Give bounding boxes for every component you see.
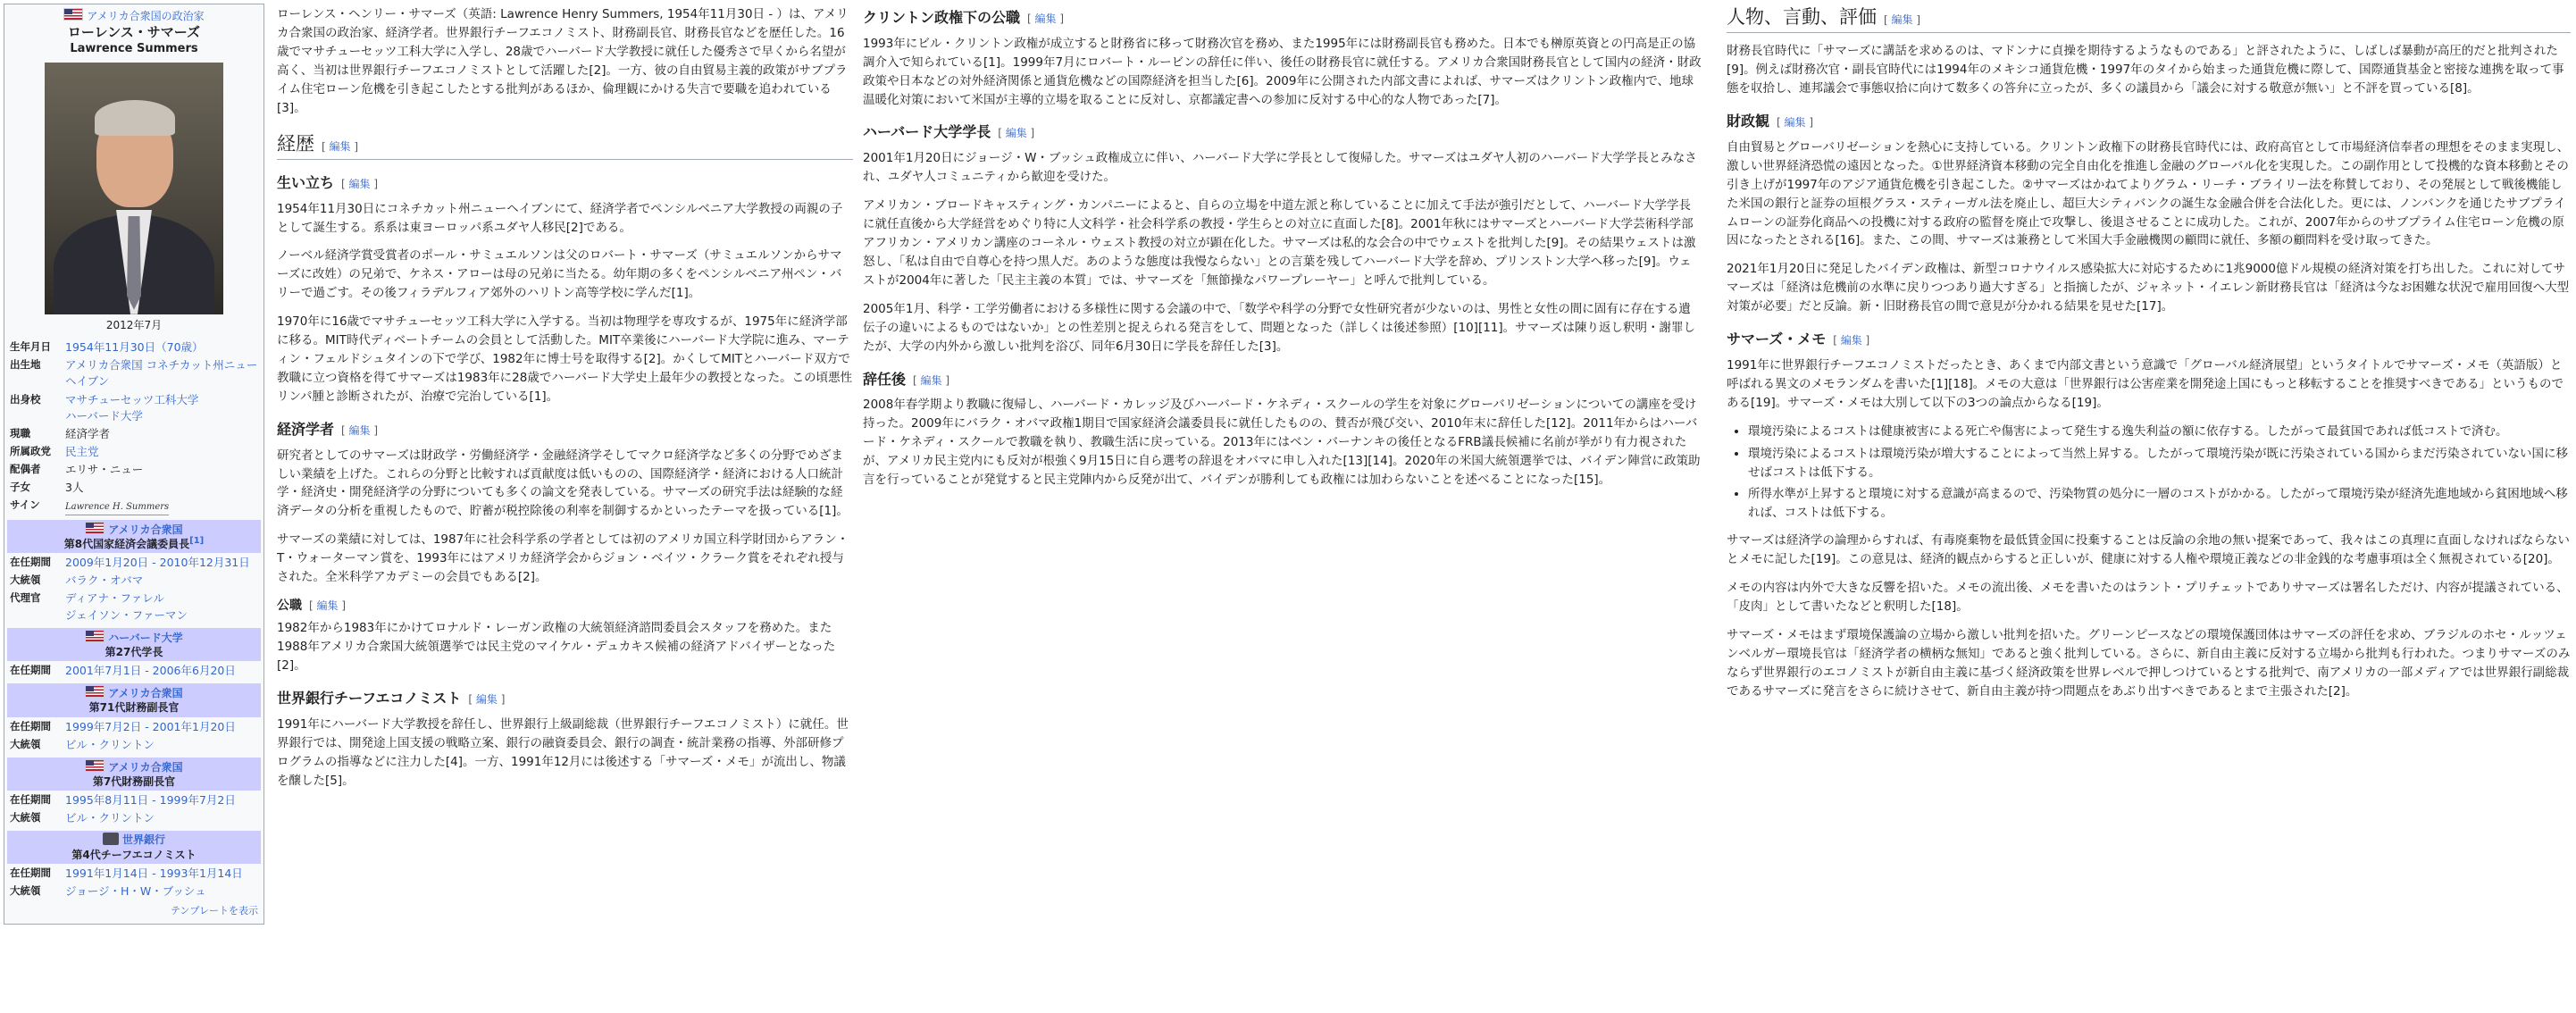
infobox-row [4, 461, 263, 479]
section-heading-after-resignation: 辞任後 [ 編集 ] [863, 370, 950, 388]
office-organization-link[interactable]: アメリカ合衆国 [108, 687, 183, 700]
edit-link[interactable]: 編集 [1034, 13, 1057, 25]
infobox-row-value: 1999年7月2日 - 2001年1月20日 [65, 719, 236, 733]
column-2 [863, 5, 1702, 499]
section-heading-career: 経歴 [ 編集 ] [277, 132, 853, 160]
economist-paragraph: サマーズの業績に対しては、1987年に社会科学系の学者としては初のアメリカ国立科学財団からアラン・T・ウォーターマン賞を、1993年にはアメリカ経済学会からジョン・ベイツ・クラーク賞をそれぞれ授与された。全米科学アカデミーの会員でもある[2]。 [277, 532, 849, 585]
memo-paragraph: サマーズは経済学の論理からすれば、有毒廃棄物を最低賃金国に投棄することは反論の余地の無い提案であって、我々はこの真理に直面しなければならないとメモに記した[19]。この意見は、経済的観点からすると正しいが、健康に対する人権や環境正義などの非金銭的な考慮事項は全く無視されている[20]。 [1727, 533, 2570, 567]
memo-points-list [1727, 423, 2571, 523]
infobox-row-value: ビル・クリントン [65, 811, 155, 825]
infobox-row [4, 497, 263, 516]
clinton-paragraph: 1993年にビル・クリントン政権が成立すると財務省に移って財務次官を務め、また1995年には財務副長官も務めた。日本でも榊原英資との円高是正の協調介入で知られている[1]。1999年7月にロバート・ルービンの辞任に伴い、後任の財務長官に就任する。アメリカ合衆国財務長官として国内の経済・財政政策や日本などの対外経済関係と通貨危機などの国際経済を担当した[6]。2009年に公開された内部文書によれば、サマーズはクリントン政権内で、地球温暖化対策において米国が主導的立場を取ることに反対し、京都議定書への参加に反対する中心的な人物であった[7]。 [863, 36, 1702, 107]
economist-paragraph: 研究者としてのサマーズは財政学・労働経済学・金融経済学そしてマクロ経済学など多くの分野でめざましい業績を上げた。これらの分野と比較すれば貢献度は低いものの、国際経済学・経済における人口統計学・経済史・開発経済学の分野についても多くの論文を発表している。サマーズの研究手法は経験的な経済データの分析を重視したもので、貯蓄が税控除後の利率を制御するかといったテーマを扱っている[1]。 [277, 448, 849, 519]
infobox-row-label: 現職 [10, 426, 30, 440]
edit-link[interactable]: 編集 [348, 177, 371, 190]
infobox-row-value: 経済学者 [65, 426, 111, 440]
us-flag-icon [85, 522, 105, 534]
infobox-row [4, 736, 263, 754]
memo-paragraph: サマーズ・メモはまず環境保護論の立場から激しい批判を招いた。グリーンピースなどの環境保護団体はサマーズの評任を求め、ブラジルのホセ・ルッツェンベルガー環境長官は「経済学者の横柄な無知」であると強く批判している。さらに、新自由主義に反対する立場から批判も行われた。つまりサマーズのみならず世界銀行のエコノミストが新自由主義に基づく経済政策を世界レベルで押しつけているとする批判で、南アメリカの一部メディアでは世界銀行副総裁であるサマーズに発言をさらに続けさせて、新自由主義が持つ問題点をあぶり出すべきであるとまで主張された[2]。 [1727, 628, 2571, 699]
infobox-row-value: エリサ・ニュー [65, 463, 144, 477]
infobox-row-label: 大統領 [10, 811, 41, 825]
after-resignation-paragraph: 2008年春学期より教職に復帰し、ハーバード・カレッジ及びハーバード・ケネディ・スクールの学生を対象にグローバリゼーションについての講座を受け持った。2009年にバラク・オバマ政権1期目で国家経済会議委員長に就任したものの、賛否が飛び交い、2010年末に辞任した[12]。2011年からはハーバード・ケネディ・スクールで教職を執り、教職生活に戻っている。2013年にはベン・バーナンキの後任となるFRB議長候補に名前が挙がり有力視されたが、アメリカ民主党内にも反対が根強く9月15日に自ら選考の辞退をオバマに申し入れた[13][14]。2020年の米国大統領選挙では、バイデン陣営に政策助言を行っていることが発覚すると民主党陣内から反発が出て、バイデンが勝利しても政権には加わらないことを述べることになった[15]。 [863, 398, 1701, 487]
infobox-row [4, 479, 263, 497]
edit-link[interactable]: 編集 [1784, 116, 1806, 130]
infobox-row-value [65, 392, 258, 424]
office-organization-link[interactable]: ハーバード大学 [108, 631, 183, 644]
infobox-row-label: 大統領 [10, 573, 41, 587]
infobox-row-label: 大統領 [10, 883, 41, 897]
infobox-row [4, 339, 263, 356]
public-office-paragraph: 1982年から1983年にかけてロナルド・レーガン政権の大統領経済諮問委員会スタッフを務めた。また1988年アメリカ合衆国大統領選挙では民主党のマイケル・デュカキス候補の経済アドバイザーとなった[2]。 [277, 621, 836, 674]
office-title: 第8代国家経済会議委員長 [63, 537, 190, 550]
memo-paragraph: メモの内容は内外で大きな反響を招いた。メモの流出後、メモを書いたのはラント・プリチェットでありサマーズは署名しただけ、内容が提議されている、「皮肉」として書いたなどと釈明した[18]。 [1727, 581, 2569, 615]
footnote-link[interactable]: [1] [189, 535, 205, 546]
photo-caption: 2012年7月 [105, 318, 163, 331]
infobox-row [4, 391, 263, 425]
early-paragraph: ノーベル経済学賞受賞者のポール・サミュエルソンは父のロバート・サマーズ（サミュエルソンからサマーズに改姓）の兄弟で、ケネス・アローは母の兄弟に当たる。幼年期の多くをペンシルベニア州ペン・バリーで過ごす。その後フィラデルフィア郊外のハリトン高等学校に学んだ[1]。 [277, 248, 842, 301]
infobox-row-label: 在任期間 [10, 556, 51, 569]
infobox-row [4, 865, 263, 883]
infobox-row-value [65, 498, 258, 515]
infobox-row-value: 3人 [65, 481, 84, 495]
edit-link[interactable]: 編集 [316, 599, 339, 613]
infobox-name-jp: ローレンス・サマーズ [67, 24, 201, 41]
list-item: • 環境汚染によるコストは健康被害による死亡や傷害によって発生する逸失利益の額に依存する。したがって最貧国であれば低コストで済む。 [1748, 423, 2571, 441]
infobox-row-value: ビル・クリントン [65, 737, 155, 751]
infobox-row [4, 590, 263, 624]
infobox-rows [4, 339, 263, 516]
infobox-row-value: 2009年1月20日 - 2010年12月31日 [65, 556, 250, 570]
lead-paragraph: ローレンス・ヘンリー・サマーズ（英語: Lawrence Henry Summers, 1954年11月30日 - ）は、アメリカ合衆国の政治家、経済学者。世界銀行チーフエコノミスト、財務副長官、財務長官などを歴任した。16歳でマサチューセッツ工科大学に入学し、28歳でハーバード大学教授に就任した優秀さで早くから名望が高く、当初は世界銀行チーフエコノミストとして活躍した[2]。一方、彼の自由貿易主義的政策がサブプライム住宅ローン危機を引き起こしたとする批判があるほか、倫理観にかける失言で要職を追われている[3]。 [277, 7, 849, 115]
office-title: 第71代財務副長官 [88, 701, 180, 715]
list-item: • 所得水準が上昇すると環境に対する意識が高まるので、汚染物質の処分に一層のコストがかかる。したがって環境汚染が経済先進地域から貧困地域へ移れば、コストは低下する。 [1748, 485, 2571, 523]
infobox-row [4, 883, 263, 900]
infobox-row [4, 443, 263, 461]
office-title: 第4代チーフエコノミスト [71, 848, 197, 861]
early-paragraph: 1954年11月30日にコネチカット州ニューヘイブンにて、経済学者でペンシルベニア大学教授の両親の子として誕生する。系系は東ヨーロッパ系ユダヤ人移民[2]である。 [277, 201, 843, 235]
edit-link[interactable]: 編集 [1840, 334, 1862, 347]
infobox-row-label: 在任期間 [10, 793, 51, 807]
infobox-row-label: 配偶者 [10, 463, 41, 476]
infobox-office-header [7, 831, 261, 863]
infobox-row-label: 代理官 [10, 591, 41, 605]
portrait-photo[interactable] [45, 63, 223, 314]
infobox-row-label: 在任期間 [10, 719, 51, 733]
infobox-row-label: 在任期間 [10, 866, 51, 879]
section-heading-economist: 経済学者 [ 編集 ] [277, 420, 379, 438]
edit-link[interactable]: 編集 [475, 693, 498, 707]
infobox-row-value [65, 590, 258, 623]
infobox-row-value: バラク・オバマ [65, 573, 144, 588]
office-organization-link[interactable]: アメリカ合衆国 [108, 760, 183, 774]
us-flag-icon [63, 8, 83, 21]
us-flag-icon [85, 630, 105, 642]
infobox-row-value: ジョージ・H・W・ブッシュ [65, 883, 206, 898]
infobox-sections [4, 520, 263, 900]
infobox-row-value: アメリカ合衆国 コネチカット州ニューヘイブン [65, 358, 258, 389]
column-1 [277, 5, 853, 800]
us-flag-icon [85, 759, 105, 772]
world-bank-paragraph: 1991年にハーバード大学教授を辞任し、世界銀行上級副総裁（世界銀行チーフエコノミスト）に就任。世界銀行では、開発途上国支援の戦略立案、銀行の融資委員会、銀行の調査・統計業務の指導、外部研修プログラムの指導などに注力した[4]。一方、1991年12月には後述する「サマーズ・メモ」が流出し、物議を醸した[5]。 [277, 716, 849, 788]
infobox-row [4, 572, 263, 590]
infobox-value-line: ディアナ・ファレル [65, 591, 164, 606]
infobox-row-label: サイン [10, 498, 40, 512]
office-organization-link[interactable]: アメリカ合衆国 [108, 523, 183, 536]
section-heading-harvard: ハーバード大学学長 [ 編集 ] [863, 123, 1035, 141]
infobox-row-label: 出身校 [10, 392, 41, 406]
office-title: 第27代学長 [105, 645, 163, 658]
infobox-row-label: 生年月日 [10, 340, 51, 354]
section-heading-fiscal: 財政観 [ 編集 ] [1727, 113, 1814, 130]
harvard-paragraph: アメリカン・ブロードキャスティング・カンパニーによると、自らの立場を中道左派と称していることに加えて手法が強引だとして、ハーバード大学学長に就任直後から大学経営をめぐり特に人文科学・社会科学系の教授・学生らとの対立に直面した[8]。2001年秋にはサマーズとハーバード大学芸術科学部アフリカン・アメリカン講座のコーネル・ウェスト教授の対立が顕在化した。サマーズは私的な会合の中でウェストを批判した[9]。その結果ウェストは激怒し、「私は自由で自尊心を持つ黒人だ。あのような態度は我慢ならない」との言葉を残してハーバード大学を辞め、プリンストン大学へ移った[9]。ウェストが2004年に著した「民主主義の本質」では、サマーズを「無節操なパワープレーヤー」と呼んで批判している。 [863, 198, 1696, 288]
infobox-office-header [7, 758, 261, 791]
section-heading-world-bank: 世界銀行チーフエコノミスト [ 編集 ] [277, 690, 506, 707]
infobox-row [4, 718, 263, 736]
office-title: 第7代財務副長官 [92, 774, 176, 788]
infobox-row-value: 1991年1月14日 - 1993年1月14日 [65, 866, 243, 880]
infobox-office-header [7, 628, 261, 661]
memo-intro-paragraph: 1991年に世界銀行チーフエコノミストだったとき、あくまで内部文書という意識で「グローバル経済展望」というタイトルでサマーズ・メモ（英語版）と呼ばれる異文のメモランダムを書いた[1][18]。メモの大意は「世界銀行は公害産業を開発途上国にもっと移転することを推奨すべきである」というものである[19]。サマーズ・メモは大別して以下の3つの論点からなる[19]。 [1727, 357, 2564, 410]
infobox-office-header [7, 520, 261, 553]
us-flag-icon [85, 685, 105, 698]
section-heading-early-life: 生い立ち [ 編集 ] [277, 173, 379, 191]
list-item: • 環境汚染によるコストは環境汚染が増大することによって当然上昇する。したがって環境汚染が既に汚染されている国からまだ汚染されていない国に移せばコストは低下する。 [1748, 445, 2571, 482]
infobox-row [4, 554, 263, 572]
harvard-paragraph: 2005年1月、科学・工学労働者における多様性に関する会議の中で、「数学や科学の分野で女性研究者が少ないのは、男性と女性の間に固有に存在する遺伝子の違いによるものではないか」との性差別と捉えられる発言をして、問題となった（詳しくは後述参照）[10][11]。サマーズは陳り返し釈明・謝罪したが、大学の内外から激しい批判を浴び、同年6月30日に学長を辞任した[3]。 [863, 301, 1695, 354]
edit-link[interactable]: 編集 [1005, 127, 1027, 140]
person-paragraph: 財務長官時代に「サマーズに講話を求めるのは、マドンナに貞操を期待するようなものである」と評されたように、しばしば暴動が高圧的だと批判された[9]。例えば財務次官・副長官時代には1994年のメキシコ通貨危機・1997年のタイから始まった通貨危機に際して、国際通貨基金と密接な連携を取って事態を収拾し、連邦議会で事態収拾に向けて数多くの答弁に立ったが、多くの議員から「議会に対する敬意が無い」と不評を買っている[8]。 [1727, 44, 2564, 96]
infobox-row-value: 民主党 [65, 444, 99, 458]
infobox-header [4, 4, 263, 57]
edit-link[interactable]: 編集 [920, 373, 942, 387]
column-3 [1727, 5, 2571, 711]
infobox-value-line: ジェイソン・ファーマン [65, 607, 188, 622]
edit-link[interactable]: 編集 [348, 423, 371, 437]
infobox-row-value: 2001年7月1日 - 2006年6月20日 [65, 664, 236, 678]
infobox-row-label: 在任期間 [10, 664, 51, 677]
infobox-country-link[interactable]: アメリカ合衆国の政治家 [87, 10, 205, 22]
infobox-office-header [7, 683, 261, 716]
section-heading-person: 人物、言動、評価 [ 編集 ] [1727, 5, 2571, 33]
infobox-row-label: 所属政党 [10, 444, 51, 457]
template-link[interactable]: テンプレートを表示 [170, 905, 258, 917]
infobox-row-label: 子女 [10, 481, 30, 494]
signature-image[interactable]: Lawrence H. Summers [65, 501, 169, 515]
infobox-row [4, 809, 263, 827]
section-heading-summers-memo: サマーズ・メモ [ 編集 ] [1727, 331, 1870, 348]
infobox-row [4, 356, 263, 390]
world-bank-logo-icon [103, 833, 119, 845]
infobox [4, 4, 264, 925]
infobox-value-line[interactable]: ハーバード大学 [65, 408, 143, 423]
section-heading-clinton: クリントン政権下の公職 [ 編集 ] [863, 9, 1065, 26]
infobox-row [4, 791, 263, 809]
edit-link[interactable]: 編集 [1891, 13, 1913, 26]
infobox-row-label: 大統領 [10, 737, 41, 750]
infobox-row-value: 1995年8月11日 - 1999年7月2日 [65, 793, 236, 808]
infobox-row-value: 1954年11月30日（70歳） [65, 340, 204, 355]
office-organization-link[interactable]: 世界銀行 [121, 833, 165, 847]
infobox-value-line[interactable]: マサチューセッツ工科大学 [65, 392, 199, 406]
infobox-row [4, 662, 263, 680]
fiscal-paragraph: 2021年1月20日に発足したバイデン政権は、新型コロナウイルス感染拡大に対応するために1兆9000億ドル規模の経済対策を打ち出した。これに対してサマーズは「経済は危機前の水準に戻りつつあり過大すぎる」と指摘したが、ジャネット・イエレン新財務長官は「経済は今なお困難な状況で雇用回復へ大型対策が必要」だと反論。新・旧財務長官の間で意見が分かれる結果を見せた[17]。 [1727, 262, 2570, 314]
infobox-name-en: Lawrence Summers [70, 41, 198, 55]
early-paragraph: 1970年に16歳でマサチューセッツ工科大学に入学する。当初は物理学を専攻するが、1975年に経済学部に移る。MIT時代ディベートチームの会員として活動した。MIT卒業後にハーバード大学院に進み、マーティン・フェルドシュタインの下で学び、1982年に博士号を取得する[2]。かくしてMITとハーバード双方で教職に立つ資格を得てサマーズは1983年に28歳でハーバード大学史上最年少の教授となった。この頃悪性リンパ腫と診断されたが、治療で完治している[1]。 [277, 314, 853, 404]
infobox-row [4, 425, 263, 443]
harvard-paragraph: 2001年1月20日にジョージ・W・ブッシュ政権成立に伴い、ハーバード大学に学長として復帰した。サマーズはユダヤ人初のハーバード大学学長とみなされ、ユダヤ人コミュニティから歓迎を受けた。 [863, 151, 1697, 185]
section-heading-public-office: 公職 [ 編集 ] [277, 599, 347, 614]
fiscal-paragraph: 自由貿易とグローバリゼーションを熱心に支持している。クリントン政権下の財務長官時代には、政府高官として市場経済信奉者の理想をそのまま実現し、激しい世界経済恐慌の遠因となった。①世界経済資本移動の完全自由化を推進し金融のグローバル化を実現した。この副作用として投機的な資本移動とその引き上げが1997年のアジア通貨危機を引き起こした。②サマーズはかねてよりグラム・リーチ・ブライリー法を称賛しており、その発展として戦後機能した米国の銀行と証券の垣根グラス・スティーガル法を廃止し、超巨大シティバンクの誕生な金融合併を合法化した。更には、ノンバンクを通じたサブプライムローンの証券化商品への投機に対する政府の監督を廃止で攻撃し、後退させることに成功した。これが、2007年からのサブプライム住宅ローン危機の原因になったとされる[16]。また、この間、サマーズは兼務として米国大手金融機関の顧問に就任、多額の顧問料を受け取ってきた。 [1727, 139, 2570, 248]
edit-link[interactable]: 編集 [329, 139, 351, 153]
infobox-row-label: 出生地 [10, 358, 41, 372]
